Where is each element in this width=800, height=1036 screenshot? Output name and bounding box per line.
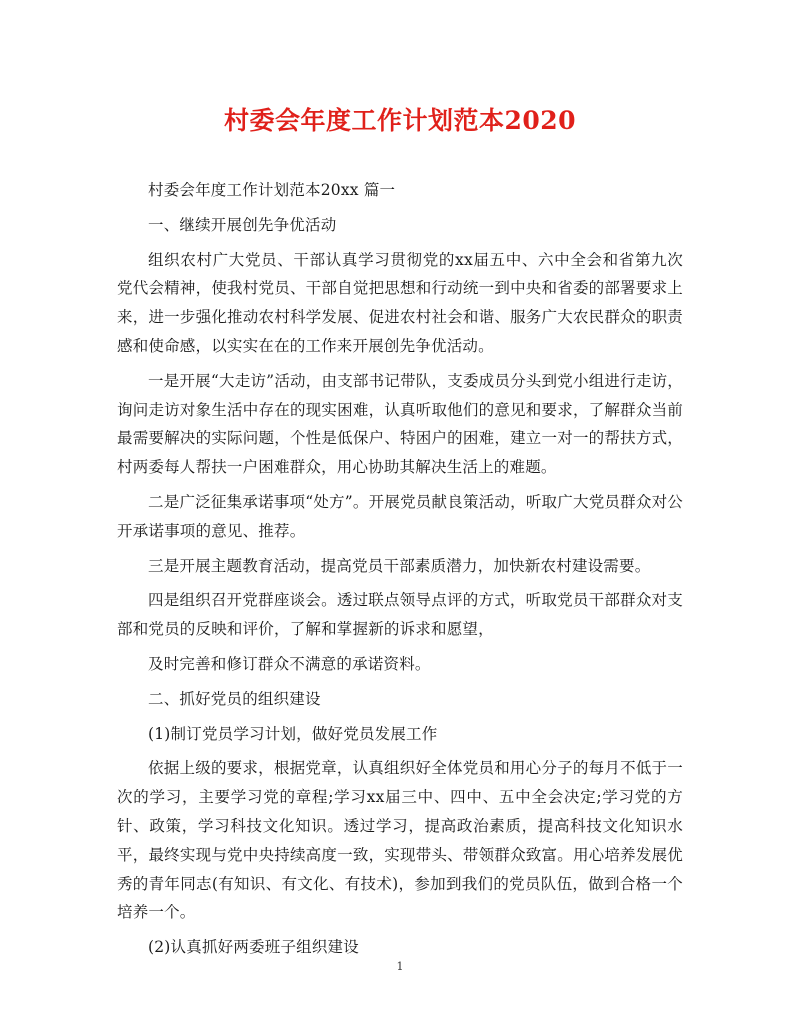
subsection-heading: (1)制订党员学习计划，做好党员发展工作 [148, 724, 438, 743]
document-title: 村委会年度工作计划范本2020 [223, 106, 577, 135]
subsection-heading: (2)认真抓好两委班子组织建设 [148, 938, 359, 957]
paragraph: 依据上级的要求，根据党章，认真组织好全体党员和用心分子的每月不低于一次的学习，主要学习党的章程;学习xx届三中、四中、五中全会决定;学习党的方针、政策，学习科技文化知识。透过学习，提高政治素质，提高科技文化知识水平，最终实现与党中央持续高度一致，实现带头、带领群众致富。用心培养发展优秀的青年同志(有知识、有文化、有技术)，参加到我们的党员队伍，做到合格一个培养一个。 [117, 759, 683, 922]
paragraph: 四是组织召开党群座谈会。透过联点领导点评的方式，听取党员干部群众对支部和党员的反映和评价，了解和掌握新的诉求和愿望， [117, 591, 683, 639]
section-heading: 二、抓好党员的组织建设 [148, 689, 321, 708]
document-body [117, 176, 683, 962]
paragraph: 三是开展主题教育活动，提高党员干部素质潜力，加快新农村建设需要。 [148, 556, 651, 575]
page-number: 1 [396, 960, 404, 973]
section-heading: 一、继续开展创先争优活动 [148, 215, 337, 234]
paragraph: 二是广泛征集承诺事项“处方”。开展党员献良策活动，听取广大党员群众对公开承诺事项的意见、推荐。 [117, 492, 683, 540]
paragraph: 一是开展“大走访”活动，由支部书记带队，支委成员分头到党小组进行走访，询问走访对象生活中存在的现实困难，认真听取他们的意见和要求，了解群众当前最需要解决的实际问题，个性是低保户、特困户的困难，建立一对一的帮扶方式，村两委每人帮扶一户困难群众，用心协助其解决生活上的难题。 [117, 371, 683, 477]
paragraph: 及时完善和修订群众不满意的承诺资料。 [148, 654, 431, 673]
paragraph: 组织农村广大党员、干部认真学习贯彻党的xx届五中、六中全会和省第九次党代会精神，使我村党员、干部自觉把思想和行动统一到中央和省委的部署要求上来，进一步强化推动农村科学发展、促进农村社会和谐、服务广大农民群众的职责感和使命感，以实实在在的工作来开展创先争优活动。 [117, 250, 683, 355]
section-heading: 村委会年度工作计划范本20xx 篇一 [148, 181, 396, 199]
